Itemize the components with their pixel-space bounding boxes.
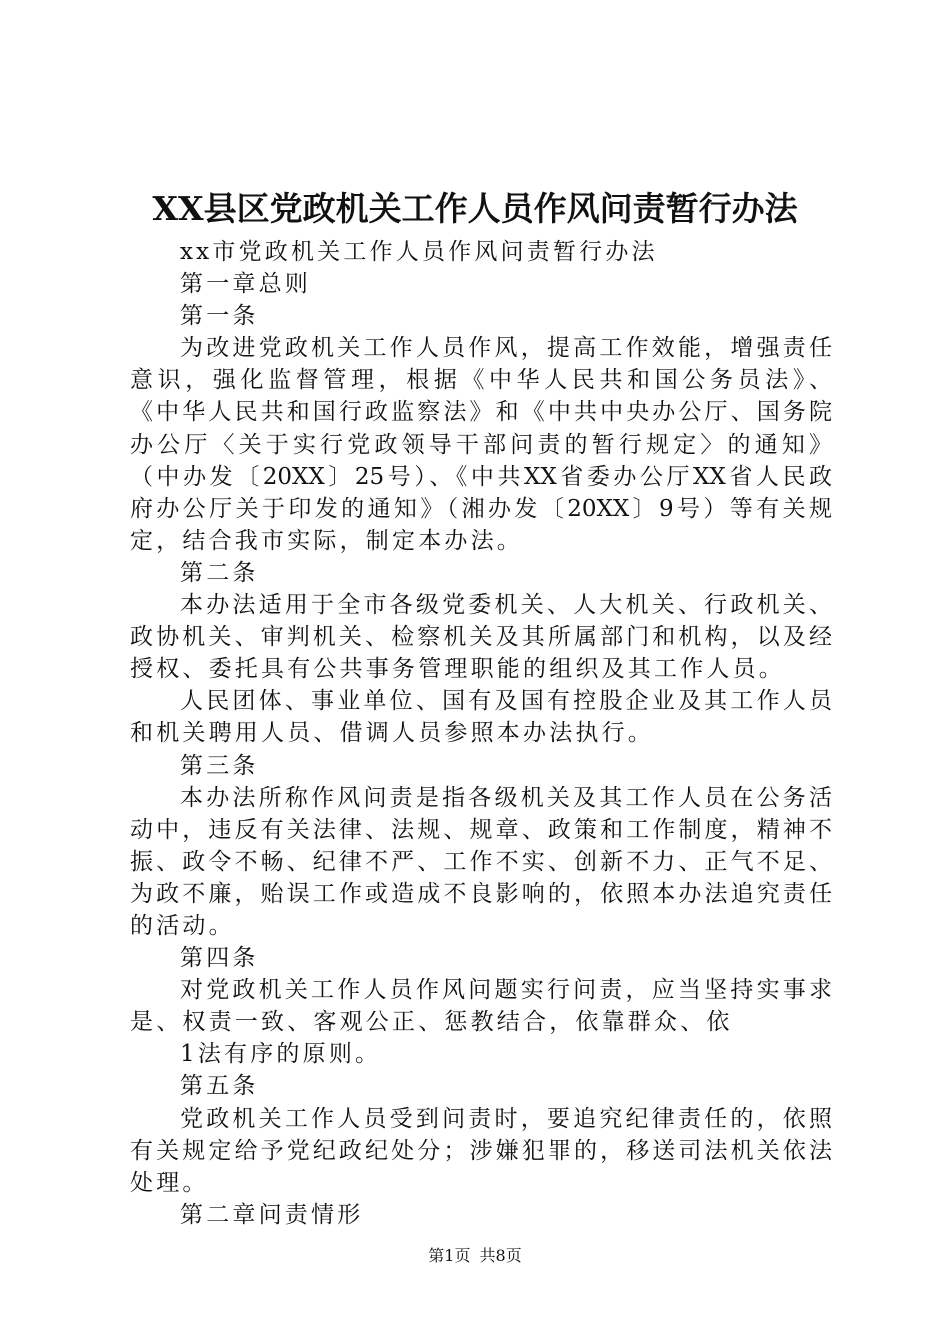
body-line: 授权、委托具有公共事务管理职能的组织及其工作人员。: [130, 656, 785, 683]
body-line: 第一章总则: [180, 271, 311, 298]
document-title: XX县区党政机关工作人员作风问责暂行办法: [152, 189, 798, 228]
body-line: 定，结合我市实际，制定本办法。: [130, 527, 523, 554]
document-body: [130, 236, 832, 1231]
body-line: 府办公厅关于印发的通知》（湘办发〔20XX〕9号）等有关规: [130, 495, 832, 522]
body-line: 意识，强化监督管理，根据《中华人民共和国公务员法》、: [130, 367, 832, 394]
body-line: （中办发〔20XX〕25号）、《中共XX省委办公厅XX省人民政: [130, 463, 832, 490]
body-line: 对党政机关工作人员作风问题实行问责，应当坚持实事求: [180, 977, 832, 1004]
body-line: 第一条: [180, 303, 259, 330]
body-line: 人民团体、事业单位、国有及国有控股企业及其工作人员: [180, 688, 832, 715]
body-line: 和机关聘用人员、借调人员参照本办法执行。: [130, 720, 654, 747]
body-line: 办公厅〈关于实行党政领导干部问责的暂行规定〉的通知》: [130, 431, 832, 458]
body-line: 本办法适用于全市各级党委机关、人大机关、行政机关、: [180, 592, 832, 619]
body-line: 第三条: [180, 752, 259, 779]
body-line: 有关规定给予党纪政纪处分；涉嫌犯罪的，移送司法机关依法: [130, 1137, 832, 1164]
page-number-total: 共8页: [479, 1246, 522, 1265]
body-line: 《中华人民共和国行政监察法》和《中共中央办公厅、国务院: [130, 399, 832, 426]
body-line: 第二章问责情形: [180, 1201, 364, 1228]
page-number-current: 第1页: [428, 1246, 471, 1265]
body-line: 第四条: [180, 945, 259, 972]
body-line: 党政机关工作人员受到问责时，要追究纪律责任的，依照: [180, 1105, 832, 1132]
body-line: 第五条: [180, 1073, 259, 1100]
body-line: 政协机关、审判机关、检察机关及其所属部门和机构，以及经: [130, 624, 832, 651]
body-line: 为改进党政机关工作人员作风，提高工作效能，增强责任: [180, 335, 832, 362]
body-line: 是、权责一致、客观公正、惩教结合，依靠群众、依: [130, 1009, 733, 1036]
body-line: 为政不廉，贻误工作或造成不良影响的，依照本办法追究责任: [130, 880, 832, 907]
body-line: 1法有序的原则。: [180, 1041, 382, 1068]
body-line: 动中，违反有关法律、法规、规章、政策和工作制度，精神不: [130, 816, 832, 843]
body-line: 处理。: [130, 1169, 209, 1196]
body-line: 本办法所称作风问责是指各级机关及其工作人员在公务活: [180, 784, 832, 811]
body-line: xx市党政机关工作人员作风问责暂行办法: [180, 239, 658, 265]
body-line: 的活动。: [130, 912, 235, 939]
body-line: 振、政令不畅、纪律不严、工作不实、创新不力、正气不足、: [130, 848, 832, 875]
page-footer: [0, 1244, 950, 1268]
body-line: 第二条: [180, 559, 259, 586]
